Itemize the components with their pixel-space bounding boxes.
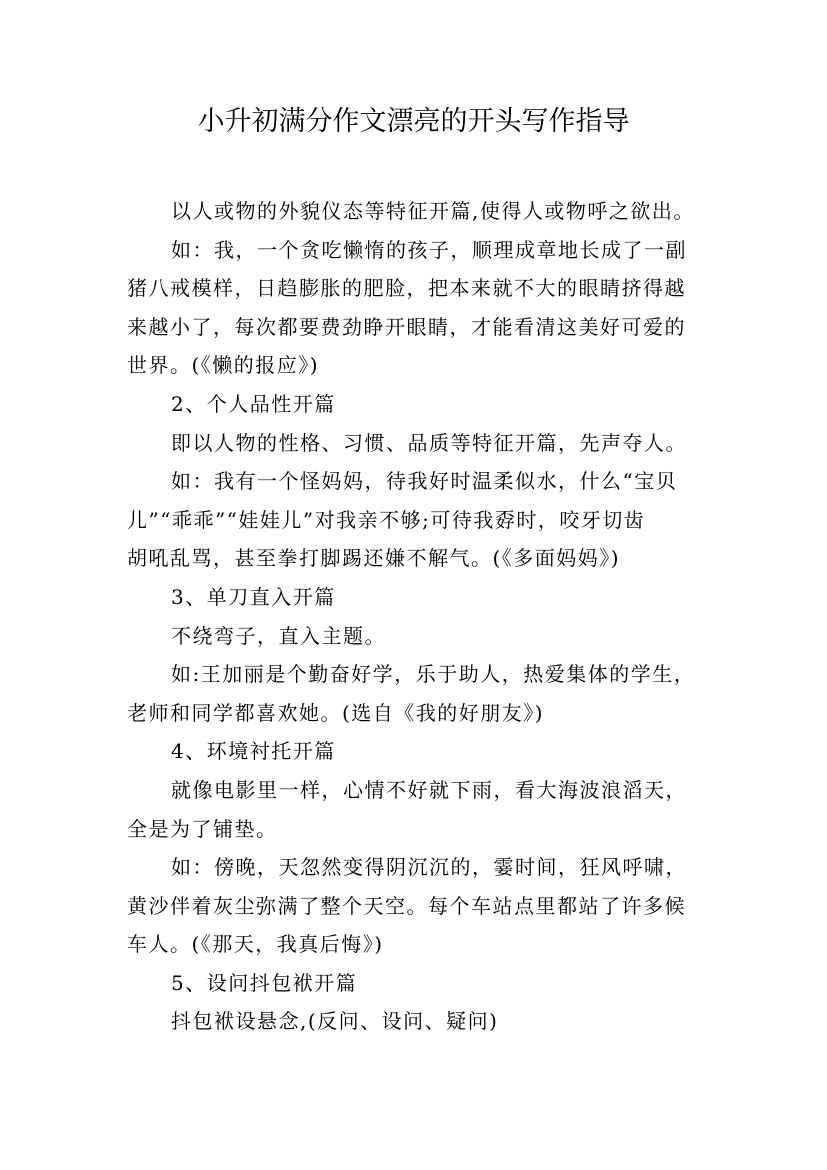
paragraph-line: 以人或物的外貌仪态等特征开篇,使得人或物呼之欲出。 <box>171 199 695 223</box>
paragraph-line: 如：我，一个贪吃懒惰的孩子，顺理成章地长成了一副 <box>171 237 687 262</box>
paragraph-line: 猪八戒模样，日趋膨胀的肥脸，把本来就不大的眼睛挤得越 <box>127 276 686 301</box>
section-heading: 5、设问抖包袱开篇 <box>171 970 358 995</box>
paragraph-line: 全是为了铺垫。 <box>127 816 278 841</box>
paragraph-line: 如：我有一个怪妈妈，待我好时温柔似水，什么“宝贝 <box>171 469 678 494</box>
document-body <box>127 192 707 1041</box>
section-heading: 3、单刀直入开篇 <box>171 584 336 609</box>
paragraph-line: 世界。(《懒的报应》) <box>127 353 320 378</box>
paragraph-line: 如:王加丽是个勤奋好学，乐于助人，热爱集体的学生， <box>171 662 696 687</box>
paragraph-line: 儿”“乖乖”“娃娃儿”对我亲不够;可待我孬时，咬牙切齿 <box>127 507 646 532</box>
section-heading: 4、环境衬托开篇 <box>171 739 336 764</box>
paragraph-line: 车人。(《那天，我真后悔》) <box>127 932 384 957</box>
paragraph-line: 如：傍晚，天忽然变得阴沉沉的，霎时间，狂风呼啸， <box>171 855 687 880</box>
paragraph-line: 不绕弯子，直入主题。 <box>171 623 386 648</box>
document-title: 小升初满分作文漂亮的开头写作指导 <box>197 106 630 137</box>
paragraph-line: 黄沙伴着灰尘弥满了整个天空。每个车站点里都站了许多候 <box>127 893 686 918</box>
paragraph-line: 即以人物的性格、习惯、品质等特征开篇，先声夺人。 <box>171 430 687 455</box>
paragraph-line: 就像电影里一样，心情不好就下雨，看大海波浪滔天， <box>171 777 687 802</box>
paragraph-line: 老师和同学都喜欢她。(选自《我的好朋友》) <box>127 700 545 725</box>
section-heading: 2、个人品性开篇 <box>171 391 336 416</box>
paragraph-line: 来越小了，每次都要费劲睁开眼睛，才能看清这美好可爱的 <box>127 314 686 339</box>
paragraph-line: 胡吼乱骂，甚至拳打脚踢还嫌不解气。(《多面妈妈》) <box>127 546 621 571</box>
paragraph-line: 抖包袱设悬念,(反问、设问、疑问) <box>171 1009 499 1034</box>
